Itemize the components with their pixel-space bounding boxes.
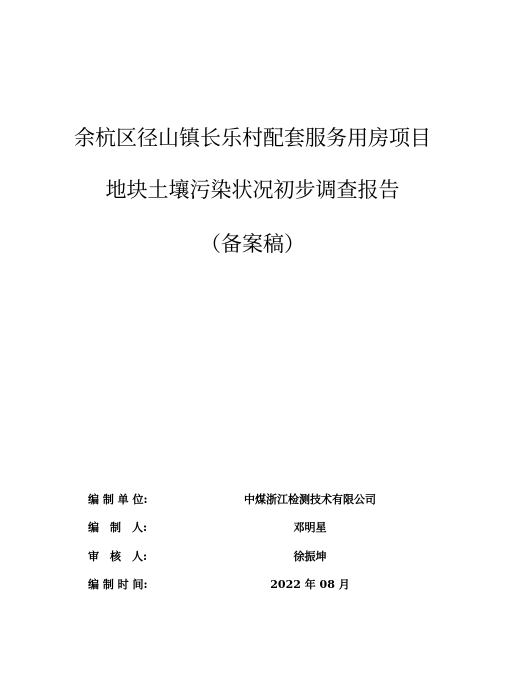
report-title-line-1: 余杭区径山镇长乐村配套服务用房项目 [74,126,431,150]
reviewer-value: 徐振坤 [293,550,327,563]
author-value: 邓明星 [293,521,327,534]
info-row-date [0,577,505,593]
report-title-line-2: 地块土壤污染状况初步调查报告 [105,178,400,202]
reviewer-label: 审 核 人: [88,550,148,563]
info-row-author [0,520,505,536]
info-row-organization [0,492,505,508]
author-label: 编 制 人: [88,521,148,534]
info-row-reviewer [0,549,505,565]
date-value: 2022 年 08 月 [270,578,350,591]
report-draft-status: （备案稿） [200,232,305,256]
organization-label: 编 制 单 位: [88,493,148,506]
organization-value: 中煤浙江检测技术有限公司 [244,493,376,506]
date-label: 编 制 时 间: [88,578,148,591]
